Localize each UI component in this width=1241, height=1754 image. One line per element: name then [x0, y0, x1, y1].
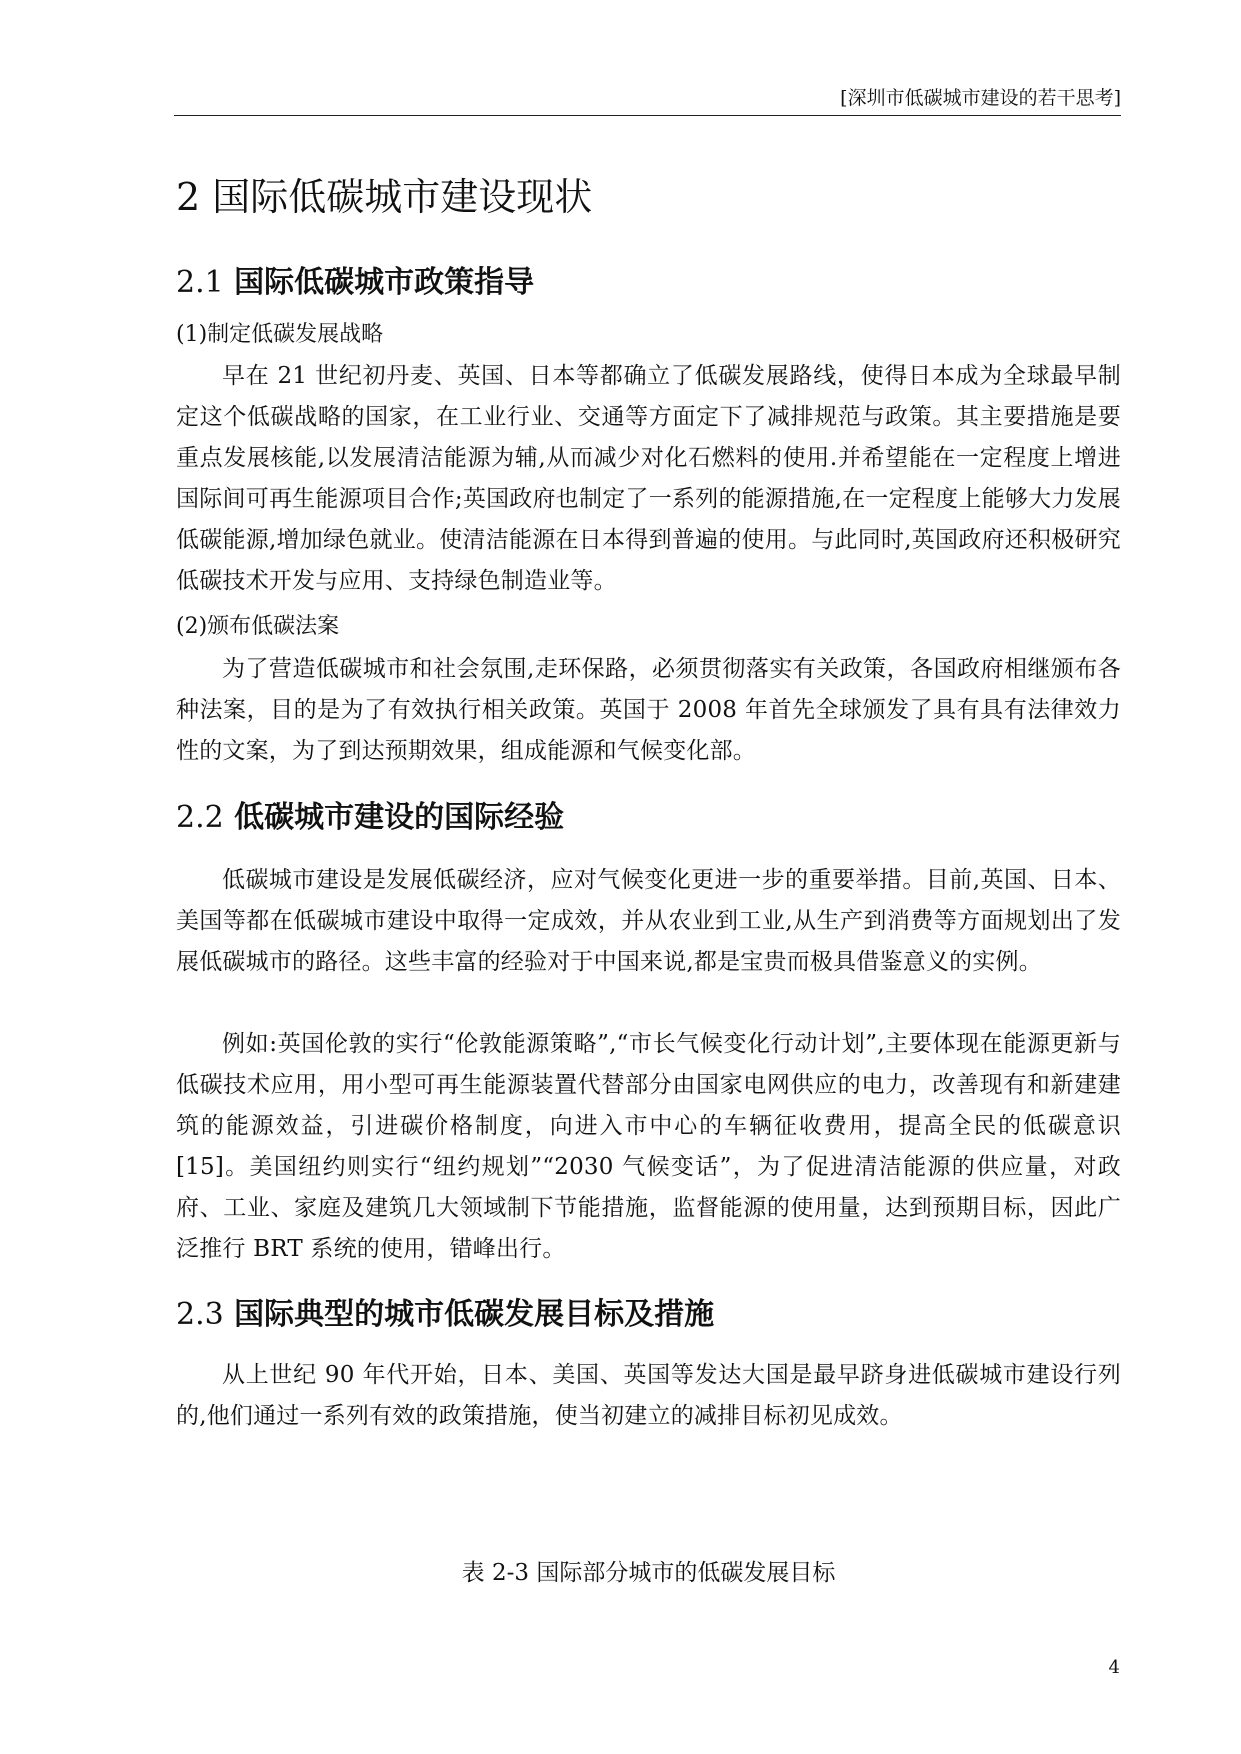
chapter-heading: [176, 174, 592, 220]
section-2-3-heading: [176, 1296, 714, 1334]
item-1-label: (1)制定低碳发展战略: [176, 322, 384, 347]
item-1-paragraph: 早在 21 世纪初丹麦、英国、日本等都确立了低碳发展路线，使得日本成为全球最早制定这个低碳战略的国家，在工业行业、交通等方面定下了减排规范与政策。其主要措施是要重点发展核能,以发展清洁能源为辅,从而减少对化石燃料的使用.并希望能在一定程度上增进国际间可再生能源项目合作;英国政府也制定了一系列的能源措施,在一定程度上能够大力发展低碳能源,增加绿色就业。使清洁能源在日本得到普遍的使用。与此同时,英国政府还积极研究低碳技术开发与应用、支持绿色制造业等。: [176, 363, 1121, 594]
section-2-1-number: 2.1: [176, 265, 224, 300]
chapter-number: 2: [176, 175, 201, 219]
chapter-title: 国际低碳城市建设现状: [212, 175, 593, 219]
section-2-2-number: 2.2: [176, 800, 224, 835]
section-2-1-heading: [176, 264, 534, 302]
section-2-1-title: 国际低碳城市政策指导: [234, 265, 535, 300]
page-number: 4: [1108, 1657, 1120, 1678]
header-rule: [174, 115, 1121, 116]
section-2-3-title: 国际典型的城市低碳发展目标及措施: [234, 1297, 715, 1332]
section-2-3-number: 2.3: [176, 1297, 224, 1332]
section-2-3-paragraph-1: 从上世纪 90 年代开始，日本、美国、英国等发达大国是最早跻身进低碳城市建设行列的,他们通过一系列有效的政策措施，使当初建立的减排目标初见成效。: [176, 1362, 1121, 1429]
item-2-label: (2)颁布低碳法案: [176, 614, 340, 639]
section-2-2-paragraph-2: 例如:英国伦敦的实行“伦敦能源策略”,“市长气候变化行动计划”,主要体现在能源更新与低碳技术应用，用小型可再生能源装置代替部分由国家电网供应的电力，改善现有和新建建筑的能源效益，引进碳价格制度，向进入市中心的车辆征收费用，提高全民的低碳意识[15]。美国纽约则实行“纽约规划”“2030 气候变话”，为了促进清洁能源的供应量，对政府、工业、家庭及建筑几大领域制下节能措施，监督能源的使用量，达到预期目标，因此广泛推行 BRT 系统的使用，错峰出行。: [176, 1031, 1121, 1262]
running-header: [深圳市低碳城市建设的若干思考]: [840, 87, 1121, 109]
table-caption: 表 2-3 国际部分城市的低碳发展目标: [461, 1560, 836, 1586]
section-2-2-heading: [176, 799, 564, 837]
item-2-paragraph: 为了营造低碳城市和社会氛围,走环保路，必须贯彻落实有关政策，各国政府相继颁布各种法案，目的是为了有效执行相关政策。英国于 2008 年首先全球颁发了具有具有法律效力性的文案，为了到达预期效果，组成能源和气候变化部。: [176, 656, 1121, 764]
section-2-2-paragraph-1: 低碳城市建设是发展低碳经济，应对气候变化更进一步的重要举措。目前,英国、日本、美国等都在低碳城市建设中取得一定成效，并从农业到工业,从生产到消费等方面规划出了发展低碳城市的路径。这些丰富的经验对于中国来说,都是宝贵而极具借鉴意义的实例。: [176, 867, 1121, 975]
section-2-2-title: 低碳城市建设的国际经验: [234, 800, 565, 835]
